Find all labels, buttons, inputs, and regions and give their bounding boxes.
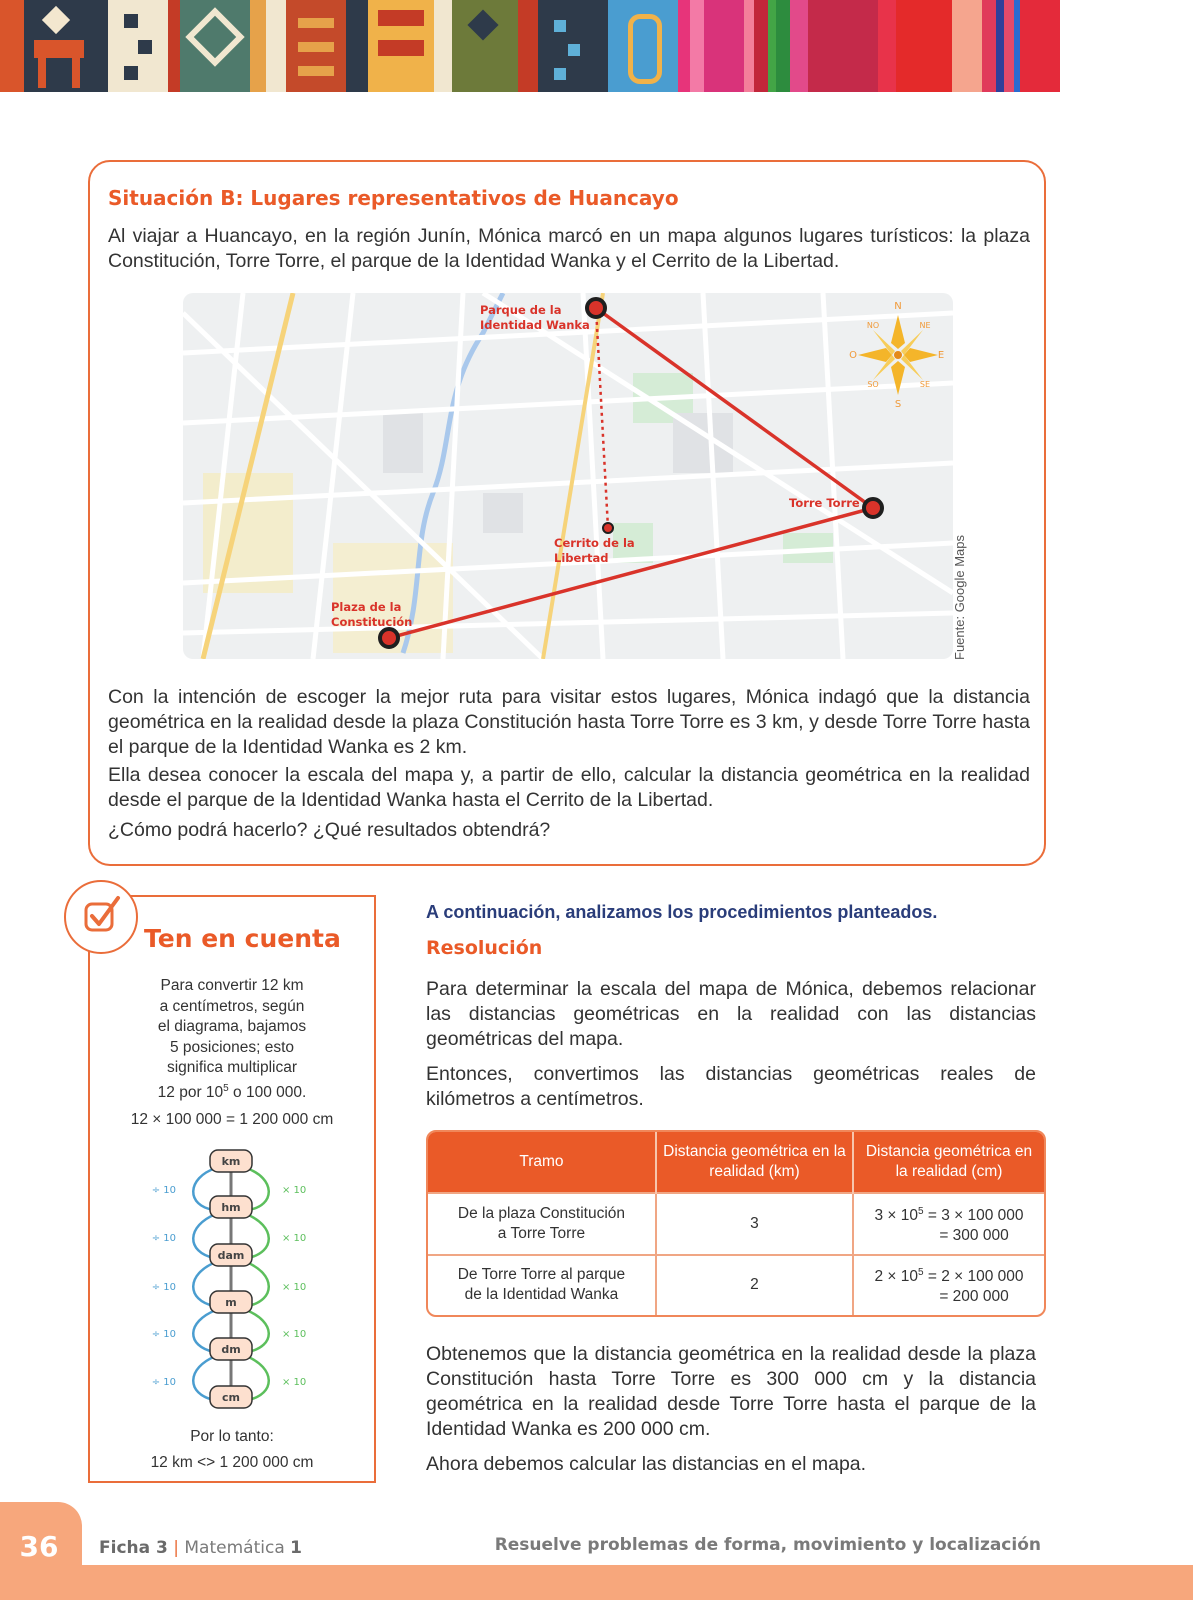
divide-label: ÷ 10 bbox=[151, 1233, 176, 1244]
resolution-para-3: Obtenemos que la distancia geométrica en la realidad desde la plaza Constitución hasta Torre Torre es 300 000 cm y la distancia geométrica en la realidad desde Torre Torre hasta el parque de la Identidad Wanka es 200 000 cm. bbox=[426, 1343, 1036, 1440]
tramo-line: a Torre Torre bbox=[497, 1224, 586, 1242]
map-label-torre: Torre Torre bbox=[789, 496, 860, 510]
plaza-constitucion-marker bbox=[380, 629, 398, 647]
tip-line: Para convertir 12 km bbox=[160, 977, 304, 994]
checkbox-icon bbox=[64, 880, 138, 954]
torre-torre-marker bbox=[864, 499, 882, 517]
parque-identidad-wanka-marker bbox=[587, 299, 605, 317]
cm-text: 3 × 10 bbox=[874, 1206, 918, 1224]
subject-label: Matemática bbox=[184, 1538, 285, 1558]
tip-line: el diagrama, bajamos bbox=[157, 1018, 307, 1035]
compass-o: O bbox=[849, 350, 857, 361]
resolution-para-1: Para determinar la escala del mapa de Mónica, debemos relacionar las distancias geométricas en la realidad con las distancias geométricas del mapa. bbox=[426, 978, 1036, 1050]
multiply-label: × 10 bbox=[282, 1329, 307, 1340]
compass-so: SO bbox=[867, 380, 879, 389]
table-cell-tramo bbox=[428, 1255, 656, 1315]
unit-dam: dam bbox=[217, 1249, 245, 1262]
ten-en-cuenta-title: Ten en cuenta bbox=[144, 924, 341, 953]
table-header: Distancia geométrica en la realidad (cm) bbox=[853, 1132, 1044, 1193]
cerrito-libertad-marker bbox=[603, 523, 613, 533]
table-header: Tramo bbox=[428, 1132, 656, 1193]
cm-exponent: 5 bbox=[918, 1267, 924, 1279]
level-label: 1 bbox=[290, 1538, 302, 1558]
footer-competence: Resuelve problemas de forma, movimiento y localización bbox=[494, 1535, 1041, 1555]
cm-text: = 3 × 100 000 bbox=[923, 1206, 1024, 1224]
multiply-label: × 10 bbox=[282, 1233, 307, 1244]
ficha-label: Ficha 3 bbox=[99, 1538, 168, 1558]
tip-equation: 12 × 100 000 = 1 200 000 cm bbox=[130, 1111, 334, 1128]
tip-conclusion-value: 12 km <> 1 200 000 cm bbox=[150, 1454, 314, 1471]
table-row bbox=[428, 1193, 1044, 1255]
page-number: 36 bbox=[19, 1530, 59, 1563]
table-row bbox=[428, 1255, 1044, 1315]
map-source: Fuente: Google Maps bbox=[952, 534, 967, 660]
tramo-line: De la plaza Constitución bbox=[457, 1204, 626, 1222]
map-label-parque-1: Parque de la bbox=[480, 303, 562, 317]
table-header-row bbox=[428, 1132, 1044, 1193]
multiply-label: × 10 bbox=[282, 1185, 307, 1196]
multiply-label: × 10 bbox=[282, 1282, 307, 1293]
table-cell-km: 2 bbox=[656, 1255, 853, 1315]
table-cell-km: 3 bbox=[656, 1193, 853, 1255]
multiply-label: × 10 bbox=[282, 1377, 307, 1388]
divide-label: ÷ 10 bbox=[151, 1377, 176, 1388]
situation-intro: Al viajar a Huancayo, en la región Junín, Mónica marcó en un mapa algunos lugares turísticos: la plaza Constitución, Torre Torre, el parque de la Identidad Wanka y el Cerrito de la Libertad. bbox=[108, 225, 1030, 272]
unit-km: km bbox=[221, 1155, 241, 1168]
tramo-line: de la Identidad Wanka bbox=[464, 1286, 619, 1304]
footer-bar bbox=[0, 1565, 1193, 1600]
map-label-cerrito-1: Cerrito de la bbox=[554, 536, 635, 550]
tip-exponent: 5 bbox=[223, 1082, 229, 1094]
huancayo-map bbox=[183, 293, 953, 659]
compass-e: E bbox=[937, 350, 945, 361]
continue-text: A continuación, analizamos los procedimientos planteados. bbox=[426, 902, 938, 922]
tip-conclusion: Por lo tanto: bbox=[190, 1428, 274, 1445]
unit-cm: cm bbox=[222, 1391, 240, 1404]
divide-label: ÷ 10 bbox=[151, 1185, 176, 1196]
cm-result: = 200 000 bbox=[939, 1288, 1009, 1306]
table-header: Distancia geométrica en la realidad (km) bbox=[656, 1132, 853, 1193]
footer-ficha: Ficha 3 | Matemática 1 bbox=[99, 1538, 302, 1558]
map-label-plaza-2: Constitución bbox=[331, 615, 413, 629]
unit-dm: dm bbox=[221, 1343, 241, 1356]
cm-result: = 300 000 bbox=[939, 1226, 1009, 1244]
tip-line: 5 posiciones; esto bbox=[169, 1038, 295, 1056]
map-label-plaza-1: Plaza de la bbox=[331, 600, 402, 614]
compass-no: NO bbox=[866, 321, 880, 330]
llama-pattern-icon bbox=[24, 0, 108, 92]
tip-line bbox=[100, 1079, 364, 1104]
unit-m: m bbox=[225, 1296, 237, 1309]
cm-exponent: 5 bbox=[918, 1205, 924, 1217]
compass-ne: NE bbox=[919, 321, 931, 330]
conversion-table bbox=[426, 1130, 1046, 1317]
resolution-title: Resolución bbox=[426, 937, 543, 959]
compass-n: N bbox=[894, 301, 902, 312]
table-cell-cm bbox=[853, 1193, 1044, 1255]
unit-hm: hm bbox=[221, 1201, 241, 1214]
situation-question: ¿Cómo podrá hacerlo? ¿Qué resultados obtendrá? bbox=[108, 819, 551, 841]
divide-label: ÷ 10 bbox=[151, 1282, 176, 1293]
situation-title: Situación B: Lugares representativos de Huancayo bbox=[108, 186, 679, 210]
map-label-parque-2: Identidad Wanka bbox=[480, 318, 590, 332]
situation-para-2: Ella desea conocer la escala del mapa y, a partir de ello, calcular la distancia geométrica en la realidad desde el parque de la Identidad Wanka hasta el Cerrito de la Libertad. bbox=[108, 764, 1030, 811]
divide-label: ÷ 10 bbox=[151, 1329, 176, 1340]
decorative-textile-banner bbox=[0, 0, 1193, 92]
unit-conversion-diagram bbox=[150, 1148, 320, 1412]
map-label-cerrito-2: Libertad bbox=[554, 551, 609, 565]
table-cell-tramo bbox=[428, 1193, 656, 1255]
cm-text: 2 × 10 bbox=[874, 1268, 918, 1286]
resolution-para-4: Ahora debemos calcular las distancias en el mapa. bbox=[426, 1453, 867, 1475]
compass-se: SE bbox=[919, 380, 931, 389]
tip-line-text: o 100 000. bbox=[228, 1083, 307, 1101]
tramo-line: De Torre Torre al parque bbox=[457, 1266, 626, 1284]
table-cell-cm bbox=[853, 1255, 1044, 1315]
tip-line: significa multiplicar bbox=[166, 1059, 298, 1076]
situation-para-1: Con la intención de escoger la mejor ruta para visitar estos lugares, Mónica indagó que la distancia geométrica en la realidad desde la plaza Constitución hasta Torre Torre es 3 km, y desde Torre Torre hasta el parque de la Identidad Wanka es 2 km. bbox=[108, 686, 1030, 758]
compass-s: S bbox=[894, 399, 902, 410]
cm-text: = 2 × 100 000 bbox=[923, 1268, 1024, 1286]
tip-line: a centímetros, según bbox=[159, 997, 305, 1015]
resolution-para-2: Entonces, convertimos las distancias geométricas reales de kilómetros a centímetros. bbox=[426, 1063, 1036, 1110]
tip-line-text: 12 por 10 bbox=[157, 1083, 224, 1101]
